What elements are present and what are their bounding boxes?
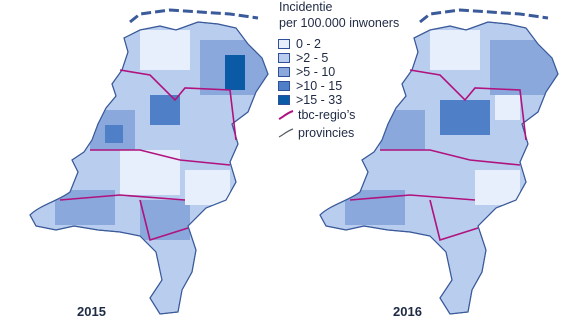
municipality-patches-2016 — [345, 30, 560, 240]
year-label-2016: 2016 — [393, 304, 422, 319]
legend-class-label: >15 - 33 — [296, 93, 343, 107]
legend-class-label: >10 - 15 — [296, 79, 343, 93]
legend-swatch — [278, 95, 290, 105]
tbc-region-line-icon — [278, 109, 294, 121]
legend-class-label: 0 - 2 — [296, 37, 322, 51]
legend-swatch — [278, 67, 290, 77]
map-2015 — [30, 10, 270, 314]
legend-title-line1: Incidentie — [279, 0, 333, 14]
legend-class-3 — [278, 65, 335, 79]
legend-swatch — [278, 39, 290, 49]
legend-swatch — [278, 53, 290, 63]
legend-class-1 — [278, 37, 321, 51]
provinces-label: provincies — [298, 126, 355, 140]
legend-swatch — [278, 81, 290, 91]
year-label-2015: 2015 — [77, 304, 106, 319]
province-line-icon — [278, 127, 294, 139]
wadden-islands-2015 — [130, 10, 258, 22]
legend-tbc-regions — [278, 108, 355, 122]
legend-class-4 — [278, 79, 342, 93]
legend-provinces — [278, 126, 354, 140]
wadden-islands-2016 — [420, 10, 548, 22]
tbc-regions-label: tbc-regio’s — [298, 108, 356, 122]
map-2016 — [320, 10, 560, 314]
legend-class-label: >2 - 5 — [296, 51, 329, 65]
legend-class-5 — [278, 93, 342, 107]
legend-title-line2: per 100.000 inwoners — [279, 16, 400, 30]
legend-class-2 — [278, 51, 328, 65]
legend-class-label: >5 - 10 — [296, 65, 336, 79]
